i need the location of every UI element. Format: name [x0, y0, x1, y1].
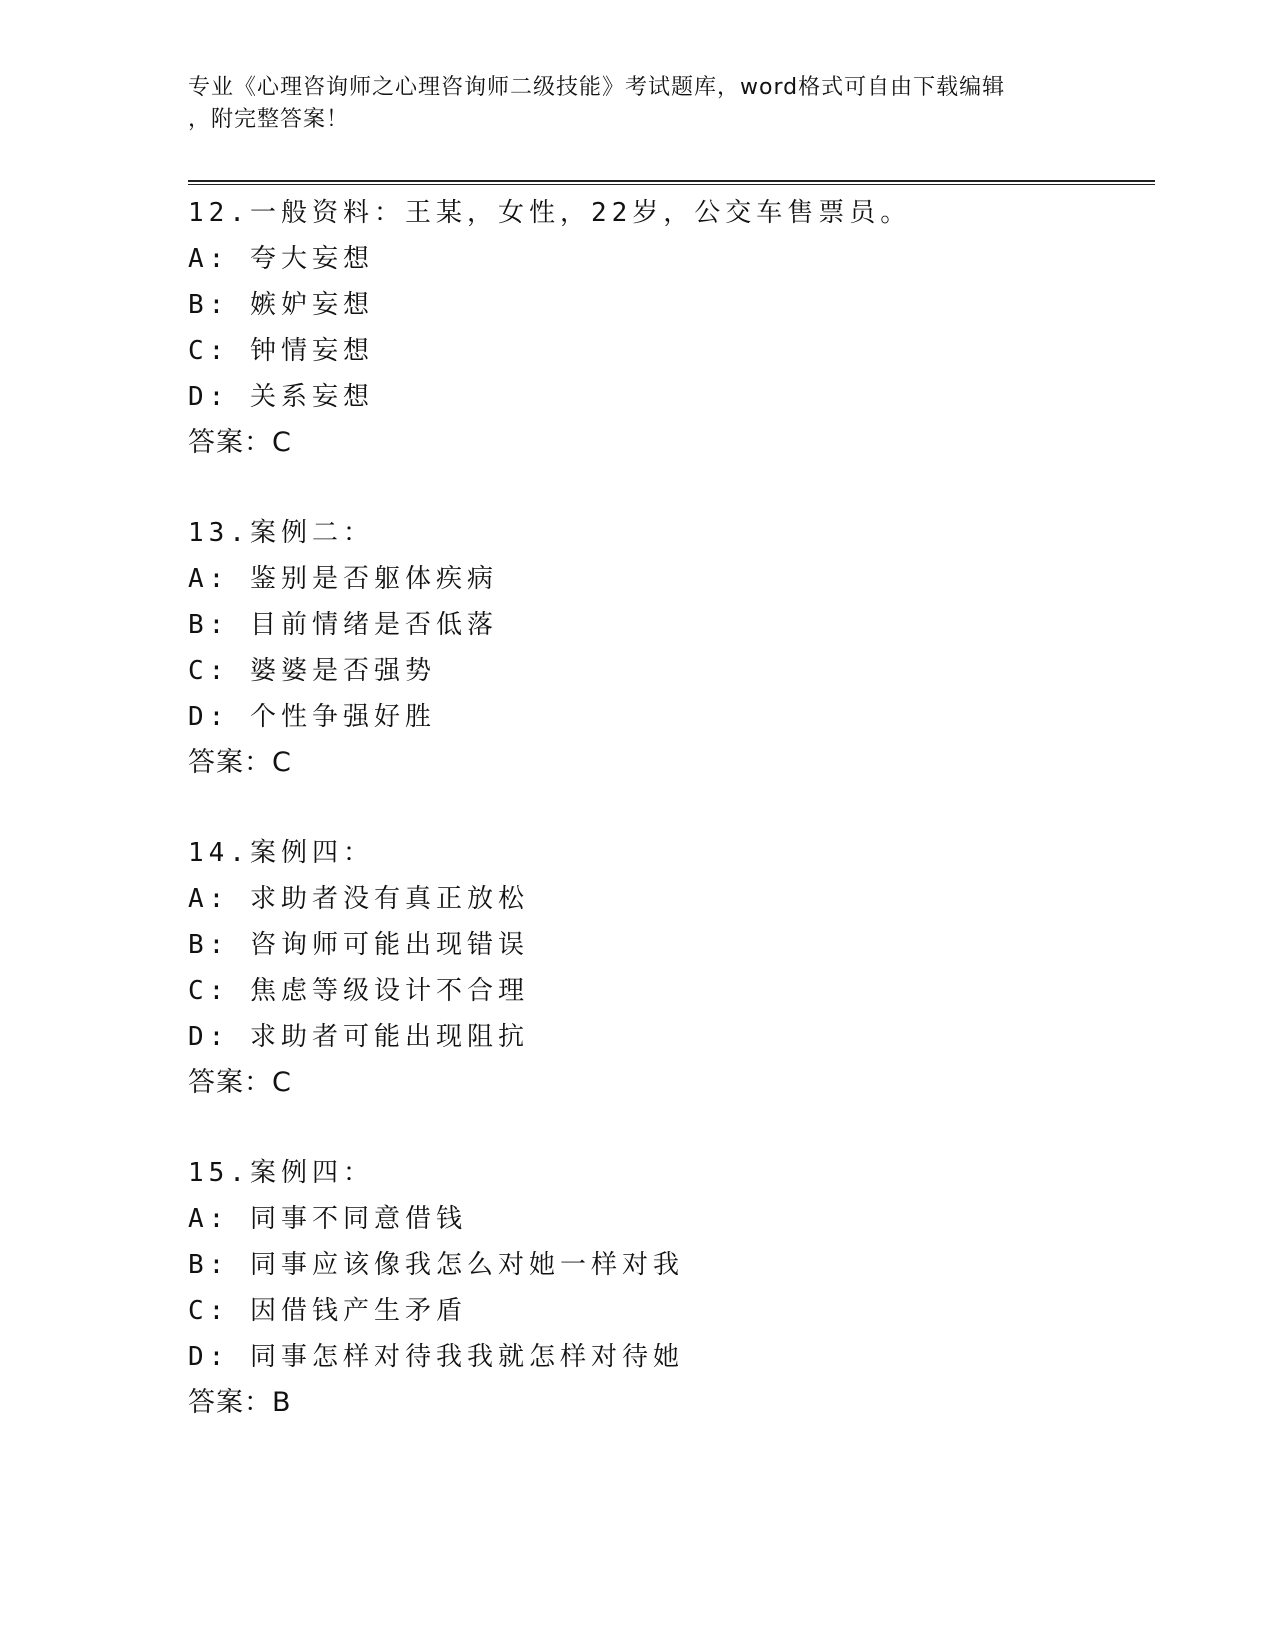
- option-d: D: 同事怎样对待我我就怎样对待她: [188, 1342, 684, 1372]
- question-12: [188, 190, 1148, 510]
- question-stem: 14.案例四：: [188, 838, 374, 868]
- question-13: [188, 510, 1148, 830]
- option-a: A: 同事不同意借钱: [188, 1204, 467, 1234]
- option-d: D: 关系妄想: [188, 382, 374, 412]
- question-14: [188, 830, 1148, 1150]
- header-line-2: ，附完整答案！: [188, 107, 350, 132]
- option-c: C: 婆婆是否强势: [188, 656, 436, 686]
- option-c: C: 焦虑等级设计不合理: [188, 976, 529, 1006]
- answer-line: 答案：C: [188, 747, 292, 778]
- question-stem: 15.案例四：: [188, 1158, 374, 1188]
- option-c: C: 钟情妄想: [188, 336, 374, 366]
- answer-line: 答案：C: [188, 427, 292, 458]
- option-b: B: 嫉妒妄想: [188, 290, 374, 320]
- header-divider-thick: [188, 180, 1155, 182]
- option-b: B: 咨询师可能出现错误: [188, 930, 529, 960]
- option-b: B: 同事应该像我怎么对她一样对我: [188, 1250, 684, 1280]
- header-divider-thin: [188, 184, 1155, 185]
- option-b: B: 目前情绪是否低落: [188, 610, 498, 640]
- question-stem: 12.一般资料：王某，女性，22岁，公交车售票员。: [188, 198, 912, 228]
- document-header: [188, 72, 1088, 136]
- option-d: D: 个性争强好胜: [188, 702, 436, 732]
- header-line-1: 专业《心理咨询师之心理咨询师二级技能》考试题库，word格式可自由下载编辑: [188, 75, 1006, 100]
- answer-line: 答案：C: [188, 1067, 292, 1098]
- question-stem: 13.案例二：: [188, 518, 374, 548]
- answer-line: 答案：B: [188, 1387, 292, 1418]
- option-c: C: 因借钱产生矛盾: [188, 1296, 467, 1326]
- option-a: A: 求助者没有真正放松: [188, 884, 529, 914]
- option-d: D: 求助者可能出现阻抗: [188, 1022, 529, 1052]
- question-list: [188, 190, 1148, 1470]
- option-a: A: 夸大妄想: [188, 244, 374, 274]
- question-15: [188, 1150, 1148, 1470]
- option-a: A: 鉴别是否躯体疾病: [188, 564, 498, 594]
